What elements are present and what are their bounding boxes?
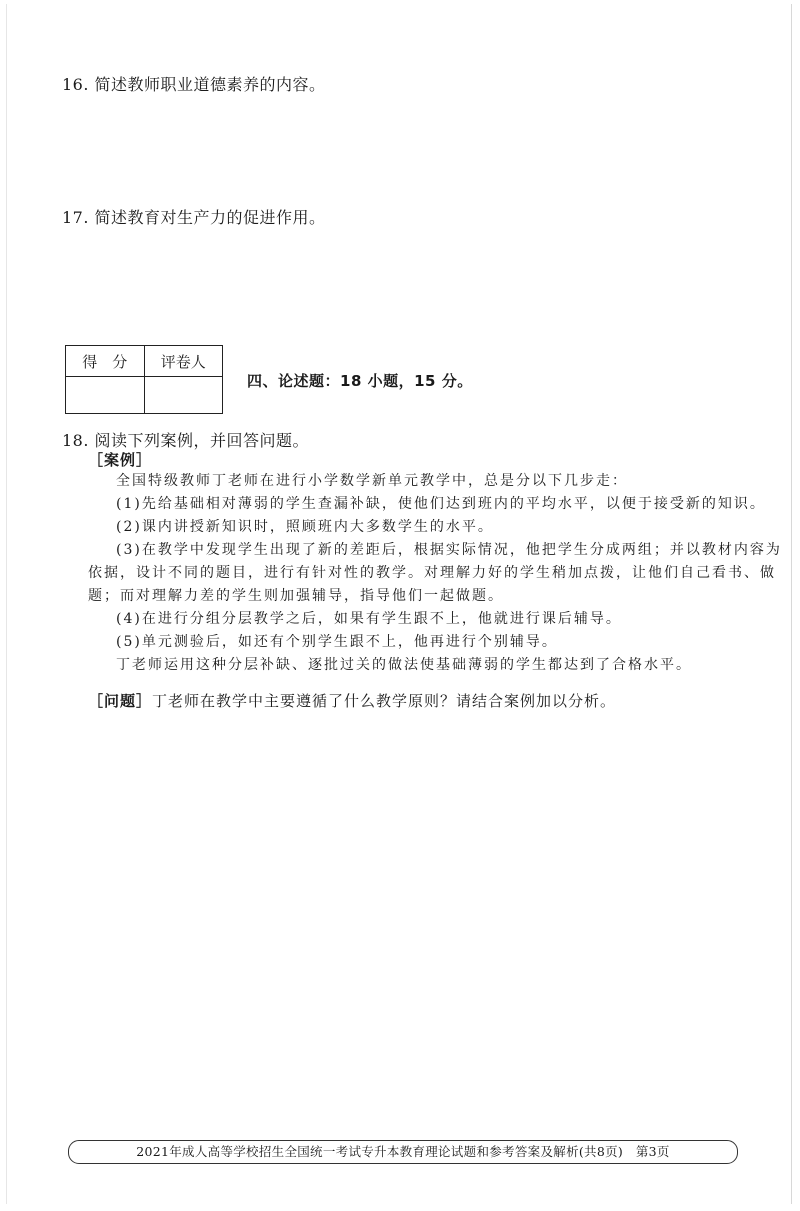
question-17: 17. 简述教育对生产力的促进作用。 — [62, 208, 326, 227]
question-16: 16. 简述教师职业道德素养的内容。 — [62, 75, 326, 94]
question-text: 丁老师在教学中主要遵循了什么教学原则？请结合案例加以分析。 — [152, 692, 617, 710]
grader-cell — [144, 377, 223, 414]
case-body — [88, 470, 788, 677]
grader-label: 评卷人 — [144, 346, 223, 377]
case-paragraph: (1)先给基础相对薄弱的学生查漏补缺，使他们达到班内的平均水平，以便于接受新的知识。 — [116, 496, 766, 512]
case-paragraph: (3)在教学中发现学生出现了新的差距后，根据实际情况，他把学生分成两组；并以教材内容为依据，设计不同的题目，进行有针对性的教学。对理解力好的学生稍加点拨，让他们自己看书、做题；而对理解力差的学生则加强辅导，指导他们一起做题。 — [88, 542, 782, 604]
case-paragraph: (5)单元测验后，如还有个别学生跟不上，他再进行个别辅导。 — [116, 634, 558, 650]
case-paragraph: (4)在进行分组分层教学之后，如果有学生跟不上，他就进行课后辅导。 — [116, 611, 622, 627]
section-title: 四、论述题：18 小题，15 分。 — [247, 372, 473, 390]
question-18: 18. 阅读下列案例，并回答问题。 — [62, 431, 310, 450]
question-label: ［问题］ — [88, 692, 153, 710]
case-paragraph: 丁老师运用这种分层补缺、逐批过关的做法使基础薄弱的学生都达到了合格水平。 — [116, 657, 692, 673]
question-prompt — [88, 690, 616, 711]
score-cell — [66, 377, 145, 414]
page-footer: 2021年成人高等学校招生全国统一考试专升本教育理论试题和参考答案及解析(共8页) 第3页 — [68, 1140, 738, 1164]
case-paragraph: 全国特级教师丁老师在进行小学数学新单元教学中，总是分以下几步走： — [116, 473, 628, 489]
case-paragraph: (2)课内讲授新知识时，照顾班内大多数学生的水平。 — [116, 519, 494, 535]
score-table — [65, 345, 223, 414]
score-label: 得 分 — [66, 346, 145, 377]
case-label: ［案例］ — [88, 451, 153, 469]
